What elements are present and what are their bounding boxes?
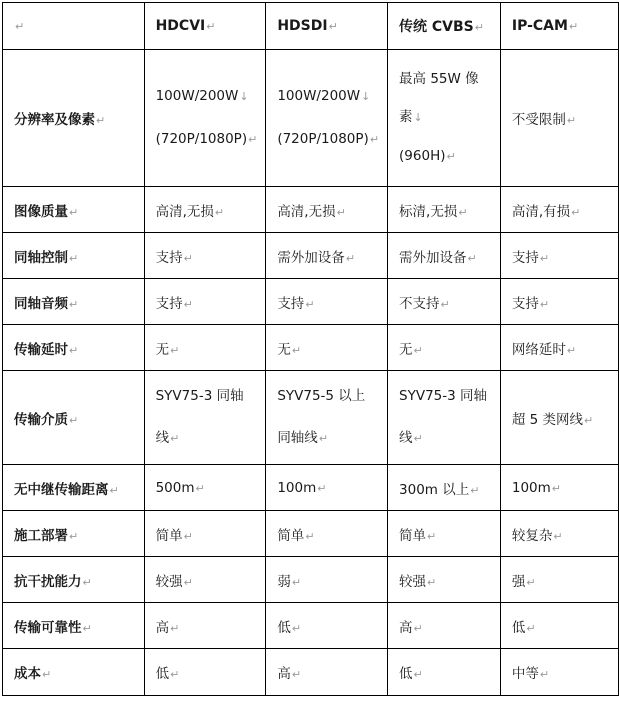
paragraph-mark: ↵ [109,483,119,497]
cell-line: 高 [277,666,291,682]
cell-line: 较强 [399,573,427,590]
cell-line: 支持 [511,249,539,266]
header-label: HDSDI [277,18,328,34]
paragraph-mark: ↵ [539,297,550,311]
value-cell [144,371,266,465]
value-cell [144,465,266,511]
paragraph-mark: ↵ [369,133,380,146]
header-cell [266,3,388,50]
cell-text [399,478,492,498]
value-cell [144,557,266,603]
row-label: 传输介质 [14,411,68,428]
cell-text [156,524,258,544]
paragraph-mark: ↵ [291,343,302,357]
header-corner-cell [3,3,145,50]
value-cell [144,279,266,325]
row-label-cell [3,557,145,603]
paragraph-mark: ↵ [467,251,477,265]
row-label-cell [3,603,145,649]
row-label: 同轴音频 [14,295,68,312]
cell-text [512,480,610,496]
paragraph-mark: ↵ [82,575,92,589]
cell-text [156,480,258,496]
paragraph-mark: ↵ [214,205,225,219]
table-row [3,187,619,233]
cell-line: 不支持 [399,295,440,312]
comparison-table [2,2,619,696]
value-cell [500,465,618,511]
row-label: 传输可靠性 [14,619,82,636]
paragraph-mark: ↵ [170,621,180,635]
paragraph-mark: ↵ [551,481,562,495]
value-cell [266,233,388,279]
cell-text [399,662,492,682]
value-cell [500,233,618,279]
table-row [3,279,619,325]
cell-line: 低 [511,619,526,636]
paragraph-mark: ↵ [568,20,579,33]
value-cell [388,50,501,187]
paragraph-mark: ↵ [427,575,437,589]
value-cell [388,465,501,511]
cell-text [512,200,610,220]
cell-text [512,524,610,544]
cell-text [512,662,610,682]
paragraph-mark: ↵ [305,529,315,543]
table-row [3,371,619,465]
cell-line: 高清,有损 [511,203,571,220]
cell-line: 低 [399,666,413,682]
value-cell [266,649,388,696]
cell-line: 100W/200W [155,88,239,104]
cell-line: 中等 [511,666,539,682]
paragraph-mark: ↵ [170,432,180,445]
paragraph-mark: ↵ [526,575,536,589]
value-cell [500,371,618,465]
paragraph-mark: ↵ [206,20,216,33]
row-label-cell [3,279,145,325]
header-row [3,3,619,50]
paragraph-mark: ↵ [571,205,581,219]
paragraph-mark: ↵ [291,575,302,589]
value-cell [266,465,388,511]
cell-line: 素 [399,109,413,125]
paragraph-mark: ↵ [427,529,437,543]
cell-line: SYV75-5 以上 [277,388,366,404]
cell-line: 高清,无损 [277,203,336,220]
value-cell [388,649,501,696]
cell-line: 需外加设备 [277,249,345,266]
cell-line: (720P/1080P) [155,131,248,147]
cell-text [277,662,379,682]
value-cell [388,603,501,649]
value-cell [144,649,266,696]
cell-line: 最高 55W 像 [399,71,479,87]
cell-text [156,662,258,682]
cell-text [277,338,379,358]
value-cell [388,511,501,557]
value-cell [500,279,618,325]
cell-line: 强 [511,573,526,590]
header-label: 传统 CVBS [399,19,474,35]
value-cell [266,557,388,603]
cell-text [156,75,258,161]
cell-line: 同轴线 [277,430,318,446]
row-label: 无中继传输距离 [14,481,109,498]
cell-text [277,292,379,312]
paragraph-mark: ↵ [584,413,594,427]
cell-line: 较复杂 [511,527,553,544]
row-label-cell [3,465,145,511]
value-cell [144,233,266,279]
cell-line: 较强 [155,573,183,590]
value-cell [144,50,266,187]
cell-text [399,616,492,636]
paragraph-mark: ↵ [183,575,193,589]
value-cell [144,187,266,233]
row-label: 传输延时 [14,341,68,358]
paragraph-mark: ↵ [170,668,180,681]
paragraph-mark: ↵ [317,481,327,495]
paragraph-mark: ↵ [183,251,193,265]
cell-text [399,375,492,460]
cell-line: (960H) [399,148,446,164]
paragraph-mark: ↵ [413,668,423,681]
paragraph-mark: ↵ [328,20,338,33]
cell-line: 简单 [155,527,183,544]
paragraph-mark: ↵ [69,205,79,219]
value-cell [144,511,266,557]
cell-text [156,338,258,358]
cell-text [399,524,492,544]
line-break-mark: ↓ [361,90,371,103]
cell-text [399,200,492,220]
paragraph-mark: ↵ [291,621,302,635]
value-cell [388,557,501,603]
cell-line: 简单 [277,527,305,544]
row-label-cell [3,649,145,696]
cell-line: 线 [155,430,170,446]
value-cell [266,50,388,187]
value-cell [500,557,618,603]
value-cell [388,187,501,233]
paragraph-mark: ↵ [458,205,468,219]
cell-text [399,570,492,590]
paragraph-mark: ↵ [566,343,577,357]
cell-line: 简单 [399,527,427,544]
paragraph-mark: ↵ [305,297,315,311]
cell-text [512,292,610,312]
cell-text [512,108,610,128]
paragraph-mark: ↵ [539,668,550,681]
paragraph-mark: ↵ [15,20,25,33]
header-label: IP-CAM [511,18,568,34]
cell-text [156,375,258,460]
cell-text [399,338,492,358]
cell-line: 标清,无损 [399,203,458,220]
value-cell [500,603,618,649]
header-cell [388,3,501,50]
cell-line: SYV75-3 同轴 [155,388,244,404]
paragraph-mark: ↵ [69,343,79,357]
paragraph-mark: ↵ [42,668,52,681]
table-row [3,557,619,603]
cell-text [277,375,379,460]
cell-line: 线 [399,430,413,446]
paragraph-mark: ↵ [566,114,577,127]
row-label-cell [3,371,145,465]
paragraph-mark: ↵ [470,483,480,497]
cell-line: 弱 [277,573,291,590]
value-cell [144,603,266,649]
row-label-cell [3,325,145,371]
value-cell [388,371,501,465]
table-row [3,511,619,557]
paragraph-mark: ↵ [82,621,92,635]
value-cell [144,325,266,371]
row-label-cell [3,233,145,279]
cell-line: 高 [155,619,170,636]
cell-text [399,246,492,266]
line-break-mark: ↓ [239,90,249,103]
line-break-mark: ↓ [413,111,423,124]
row-label-cell [3,511,145,557]
row-label: 施工部署 [14,527,68,544]
cell-line: 100m [277,479,317,496]
paragraph-mark: ↵ [69,297,79,311]
cell-text [277,524,379,544]
cell-line: 支持 [511,295,539,312]
value-cell [500,511,618,557]
cell-line: 300m 以上 [399,481,470,498]
paragraph-mark: ↵ [526,621,536,635]
paragraph-mark: ↵ [170,343,180,357]
cell-text [156,292,258,312]
cell-text [277,75,379,161]
paragraph-mark: ↵ [474,21,484,34]
paragraph-mark: ↵ [413,343,423,357]
cell-line: 无 [155,341,170,358]
paragraph-mark: ↵ [318,432,329,445]
table-row [3,233,619,279]
paragraph-mark: ↵ [183,297,193,311]
row-label: 分辨率及像素 [14,112,95,128]
paragraph-mark: ↵ [69,529,79,543]
cell-text [399,292,492,312]
cell-line: 无 [399,341,413,358]
cell-text [156,200,258,220]
cell-text [399,60,492,176]
value-cell [266,187,388,233]
value-cell [388,279,501,325]
header-cell [144,3,266,50]
cell-line: 500m [155,479,195,496]
cell-line: 高清,无损 [155,203,214,220]
cell-text [512,338,610,358]
value-cell [388,325,501,371]
cell-text [512,616,610,636]
row-label: 图像质量 [14,203,68,220]
paragraph-mark: ↵ [195,481,205,495]
cell-line: 高 [399,619,413,636]
cell-text [512,246,610,266]
cell-line: 低 [155,666,170,682]
cell-text [277,616,379,636]
cell-line: 超 5 类网线 [511,411,584,428]
cell-line: 不受限制 [511,112,566,128]
cell-text [156,246,258,266]
cell-line: 需外加设备 [399,249,467,266]
header-label: HDCVI [155,18,206,34]
cell-text [156,570,258,590]
value-cell [266,511,388,557]
cell-line: 支持 [155,249,183,266]
cell-line: 100W/200W [277,88,361,104]
row-label: 同轴控制 [14,249,68,266]
cell-text [277,246,379,266]
cell-text [277,480,379,496]
table-body [3,3,619,696]
table-row [3,50,619,187]
table-row [3,649,619,696]
paragraph-mark: ↵ [248,133,258,146]
paragraph-mark: ↵ [413,432,423,445]
paragraph-mark: ↵ [69,251,79,265]
cell-line: 100m [511,479,551,496]
paragraph-mark: ↵ [539,251,550,265]
paragraph-mark: ↵ [291,668,302,681]
cell-line: 网络延时 [511,341,566,358]
row-label: 抗干扰能力 [14,573,82,590]
row-label-cell [3,187,145,233]
cell-line: (720P/1080P) [277,131,369,147]
header-cell [500,3,618,50]
value-cell [500,649,618,696]
cell-line: 无 [277,341,291,358]
paragraph-mark: ↵ [440,297,450,311]
cell-text [277,200,379,220]
table-row [3,325,619,371]
cell-line: 支持 [155,295,183,312]
cell-line: 支持 [277,295,305,312]
paragraph-mark: ↵ [183,529,193,543]
value-cell [500,325,618,371]
cell-text [277,570,379,590]
value-cell [266,325,388,371]
value-cell [266,603,388,649]
table-row [3,603,619,649]
table-row [3,465,619,511]
value-cell [266,279,388,325]
cell-line: SYV75-3 同轴 [399,388,488,404]
paragraph-mark: ↵ [413,621,423,635]
paragraph-mark: ↵ [336,205,346,219]
paragraph-mark: ↵ [96,114,106,127]
cell-text [156,616,258,636]
value-cell [500,50,618,187]
value-cell [266,371,388,465]
paragraph-mark: ↵ [69,413,79,427]
paragraph-mark: ↵ [345,251,356,265]
row-label-cell [3,50,145,187]
value-cell [388,233,501,279]
cell-line: 低 [277,619,291,636]
cell-text [512,570,610,590]
cell-text [512,408,610,428]
paragraph-mark: ↵ [446,150,456,163]
value-cell [500,187,618,233]
paragraph-mark: ↵ [553,529,563,543]
row-label: 成本 [14,666,41,682]
